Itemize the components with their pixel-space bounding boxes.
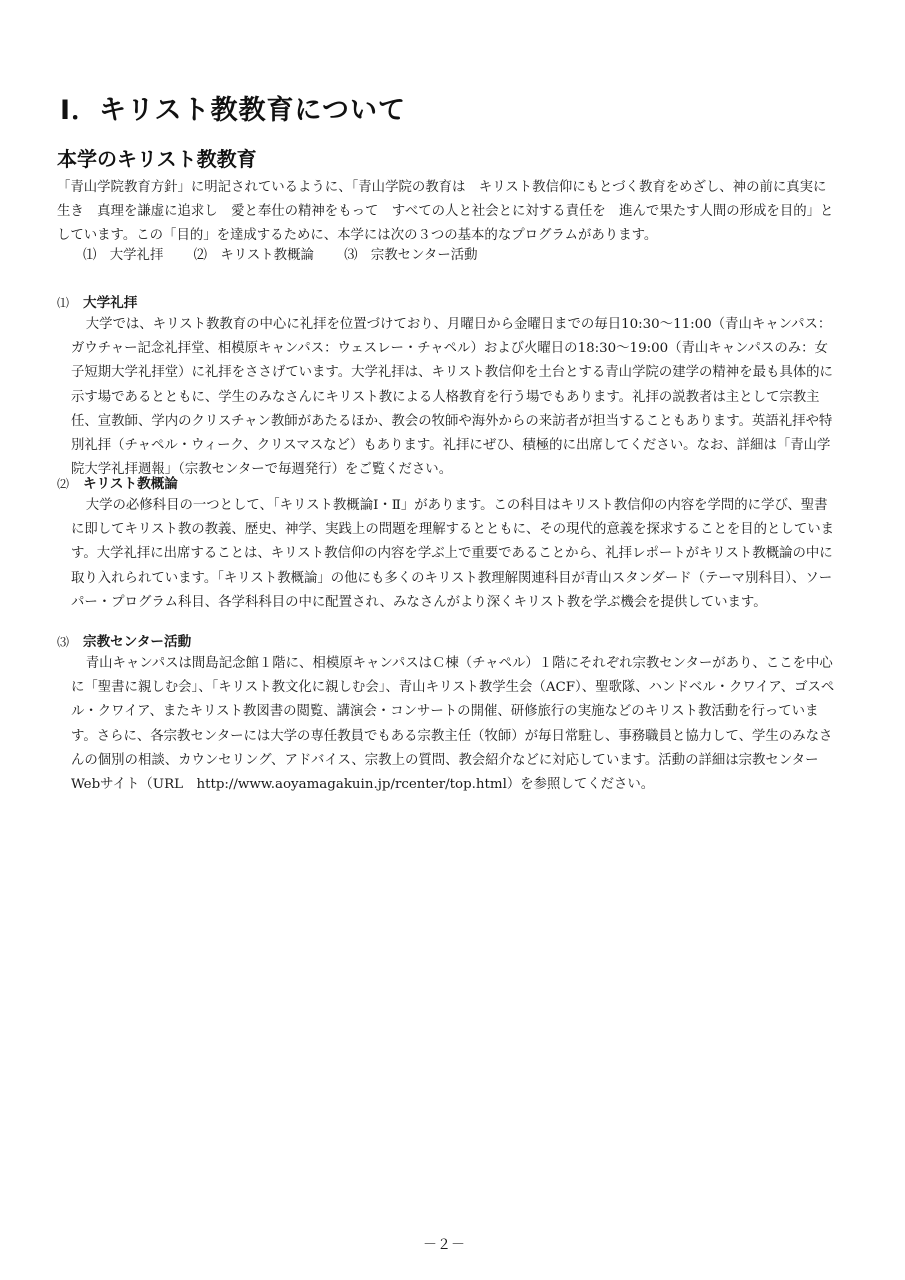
item-number: ⑶: [57, 635, 70, 649]
item-number: ⑵: [57, 477, 70, 491]
item-body: 大学の必修科目の一つとして、「キリスト教概論Ⅰ・Ⅱ」があります。この科目はキリスト教信仰の内容を学問的に学び、聖書に即してキリスト教の教義、歴史、神学、実践上の問題を理解するとともに、その現代的意義を探求することを目的としています。大学礼拝に出席することは、キリスト教信仰の内容を学ぶ上で重要であることから、礼拝レポートがキリスト教概論の中に取り入れられています。「キリスト教概論」の他にも多くのキリスト教理解関連科目が青山スタンダード（テーマ別科目）、ソーパー・プログラム科目、各学科科目の中に配置され、みなさんがより深くキリスト教を学ぶ機会を提供しています。: [71, 498, 834, 610]
section-chapel-worship: [57, 291, 835, 482]
section-christianity-intro: [57, 472, 835, 615]
item-title: 宗教センター活動: [83, 634, 192, 650]
item-title: キリスト教概論: [83, 476, 178, 492]
item-number: ⑴: [57, 296, 70, 310]
item-heading: [57, 472, 835, 494]
item-body: 青山キャンパスは間島記念館１階に、相模原キャンパスはＣ棟（チャペル）１階にそれぞれ宗教センターがあり、ここを中心に「聖書に親しむ会」、「キリスト教文化に親しむ会」、青山キリスト教学生会（ACF）、聖歌隊、ハンドベル・クワイア、ゴスペル・クワイア、またキリスト教図書の閲覧、講演会・コンサートの開催、研修旅行の実施などのキリスト教活動を行っています。さらに、各宗教センターには大学の専任教員でもある宗教主任（牧師）が毎日常駐し、事務職員と協力して、学生のみなさんの個別の相談、カウンセリング、アドバイス、宗教上の質問、教会紹介などに対応しています。活動の詳細は宗教センターWebサイト（URL http://www.aoyamagakuin.jp/rcenter/top.html）を参照してください。: [71, 656, 835, 793]
intro-paragraph: 「青山学院教育方針」に明記されているように、「青山学院の教育は キリスト教信仰にもとづく教育をめざし、神の前に真実に生き 真理を謙虚に追求し 愛と奉仕の精神をもって すべての人と社会とに対する責任を 進んで果たす人間の形成を目的」としています。この「目的」を達成するために、本学には次の３つの基本的なプログラムがあります。: [57, 180, 834, 243]
chapter-title: Ⅰ．キリスト教教育について: [60, 95, 406, 126]
item-body: 大学では、キリスト教教育の中心に礼拝を位置づけており、月曜日から金曜日までの毎日10:30〜11:00（青山キャンパス：ガウチャー記念礼拝堂、相模原キャンパス：ウェスレー・チャペル）および火曜日の18:30〜19:00（青山キャンパスのみ：女子短期大学礼拝堂）に礼拝をささげています。大学礼拝は、キリスト教信仰を土台とする青山学院の建学の精神を最も具体的に示す場であるとともに、学生のみなさんにキリスト教による人格教育を行う場でもあります。礼拝の説教者は主として宗教主任、宣教師、学内のクリスチャン教師があたるほか、教会の牧師や海外からの来訪者が担当することもあります。英語礼拝や特別礼拝（チャペル・ウィーク、クリスマスなど）もあります。礼拝にぜひ、積極的に出席してください。なお、詳細は「青山学院大学礼拝週報」（宗教センターで毎週発行）をご覧ください。: [71, 317, 833, 478]
item-title: 大学礼拝: [83, 295, 138, 311]
program-item: ⑵ キリスト教概論: [193, 248, 314, 263]
program-item: ⑶ 宗教センター活動: [344, 248, 478, 263]
section-religious-center: [57, 630, 835, 797]
program-item: ⑴ 大学礼拝: [83, 248, 164, 263]
section-title: 本学のキリスト教教育: [57, 147, 257, 171]
program-list: [83, 246, 504, 266]
item-heading: [57, 291, 835, 313]
item-heading: [57, 630, 835, 652]
page-number: －２－: [423, 1237, 465, 1253]
